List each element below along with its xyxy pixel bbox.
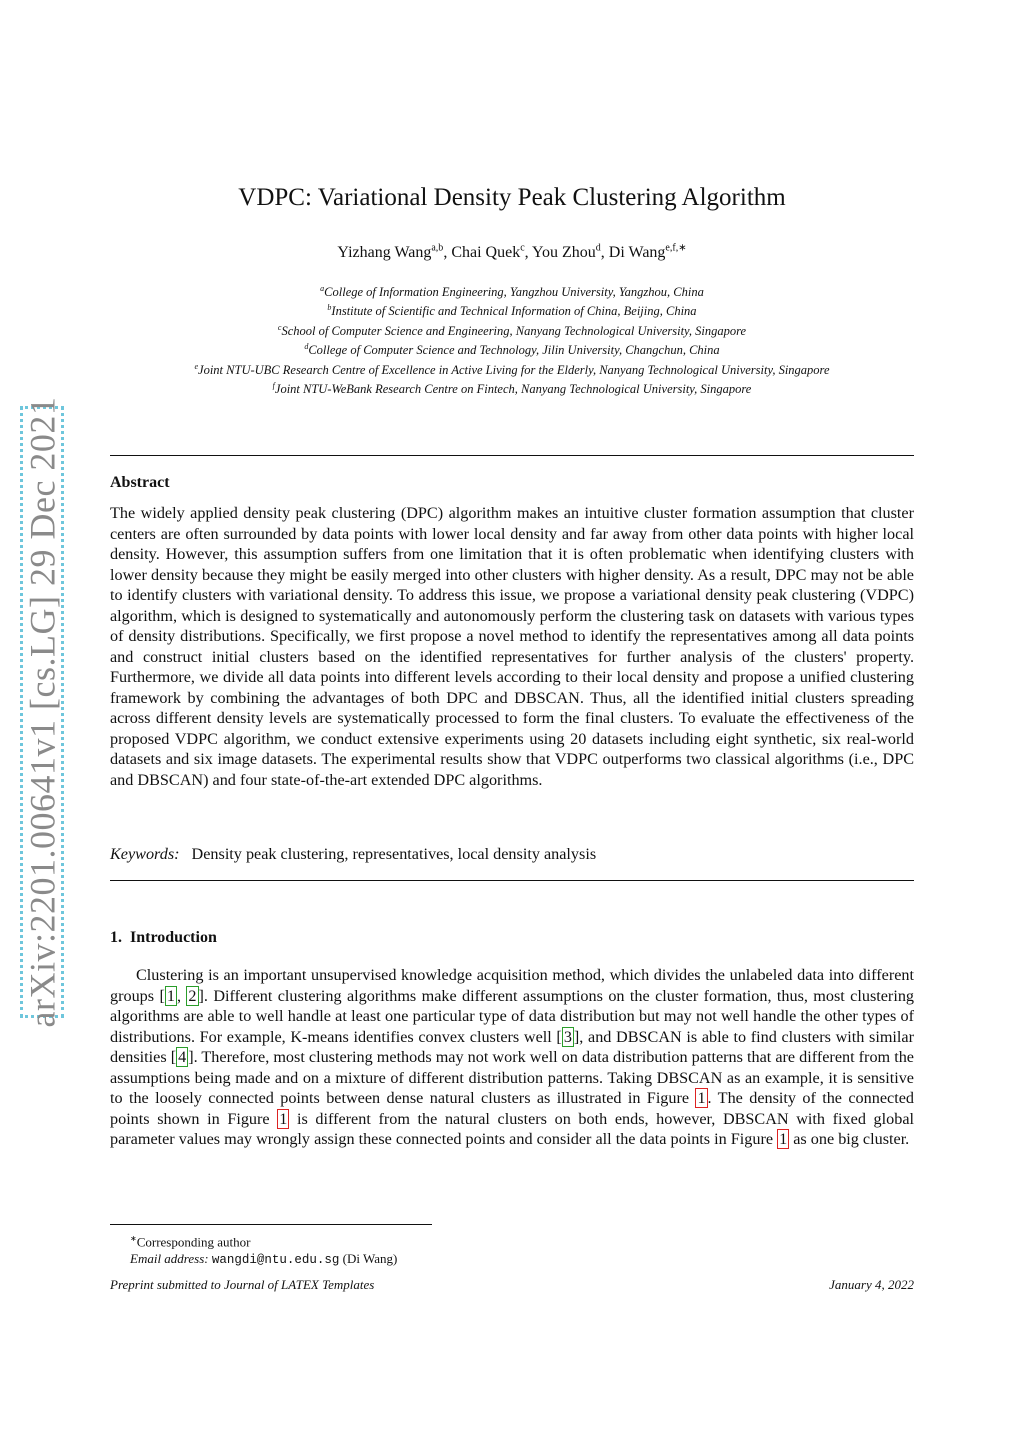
affiliation: $^c$School of Computer Science and Engineering, Nanyang Technological University, Singapore: [277, 322, 747, 339]
keywords-label: Keywords:: [110, 845, 180, 863]
text-run: ], and DBSCAN is able to find clusters with similar densities [: [110, 1027, 914, 1066]
preprint-note: Preprint submitted to Journal of LATEX Templates: [110, 1277, 375, 1292]
figure-ref-link[interactable]: 1: [279, 1109, 288, 1128]
author: Chai Quek$^c$,: [451, 243, 533, 262]
section-title: Introduction: [130, 929, 217, 946]
abstract-bottom-rule: [110, 880, 914, 881]
affiliation: $^f$Joint NTU-WeBank Research Centre on Fintech, Nanyang Technological University, Singapore: [272, 381, 752, 397]
affiliation: $^b$Institute of Scientific and Technical Information of China, Beijing, China: [327, 303, 697, 319]
citation-link[interactable]: 1: [166, 986, 175, 1005]
section-number: 1.: [110, 929, 122, 946]
figure-ref-link[interactable]: 1: [779, 1130, 788, 1148]
text-run: Clustering is an important unsupervised knowledge acquisition method, which divides the unlabeled data into different groups [: [110, 966, 914, 1005]
citation-link[interactable]: 2: [188, 986, 197, 1005]
figure-ref-link[interactable]: 1: [697, 1089, 706, 1107]
abstract-heading: Abstract: [110, 474, 170, 491]
author-affil-marks: e,f,∗: [665, 243, 687, 254]
paper-title: VDPC: Variational Density Peak Clustering Algorithm: [238, 184, 786, 211]
citation-link[interactable]: 3: [563, 1027, 572, 1046]
affiliation: $^a$College of Information Engineering, Yangzhou University, Yangzhou, China: [320, 284, 704, 300]
author-affil-marks: a,b: [431, 243, 444, 254]
text-run: is different from the natural clusters on both ends, however, DBSCAN with fixed global parameter values may wrongly assign these connected points and consider all the data points in Figure: [110, 1109, 915, 1148]
keywords-text: Density peak clustering, representatives, local density analysis: [191, 845, 597, 863]
abstract-text: The widely applied density peak clustering (DPC) algorithm makes an intuitive cluster formation assumption that cluster centers are often surrounded by data points with lower local density and far away from other data points with higher local density. However, this assumption suffers from one limitation that it is often problematic when identifying clusters with lower density because they might be easily merged into other clusters with higher density. As a result, DPC may not be able to identify clusters with variational density. To address this issue, we propose a variational density peak clustering (VDPC) algorithm, which is designed to systematically and autonomously perform the clustering task on datasets with various types of density distributions. Specifically, we first propose a novel method to identify the representatives among all data points and construct initial clusters based on the identified representatives for further analysis of the clusters' property. Furthermore, we divide all data points into different levels according to their local density and propose a unified clustering framework by combining the advantages of both DPC and DBSCAN. Thus, all the identified initial clusters spreading across different density levels are systematically processed to form the final clusters. To evaluate the effectiveness of the proposed VDPC algorithm, we conduct extensive experiments using 20 datasets including eight synthetic, six real-world datasets and six image datasets. The experimental results show that VDPC outperforms two classical algorithms (i.e., DPC and DBSCAN) and four state-of-the-art extended DPC algorithms.: [110, 504, 914, 789]
affiliation: $^e$Joint NTU-UBC Research Centre of Excellence in Active Living for the Elderly, Nanyang Technological University, Singapore: [194, 361, 830, 377]
arxiv-stamp[interactable]: [20, 396, 64, 1028]
introduction-paragraph: [110, 965, 914, 1150]
author: Di Wang$^{e,f,∗}$: [608, 243, 687, 262]
footnote: [130, 1230, 397, 1269]
author-list: [0, 243, 1024, 262]
author: Yizhang Wang$^{a,b}$,: [337, 243, 452, 262]
affiliation: $^d$College of Computer Science and Technology, Jilin University, Changchun, China: [304, 342, 720, 358]
abstract-top-rule: [110, 455, 914, 456]
footnote-corresponding: ∗Corresponding author: [130, 1234, 251, 1250]
footnote-email: Email address: wangdi@ntu.edu.sg (Di Wang): [130, 1251, 398, 1268]
text-run: ,: [176, 986, 187, 1005]
text-run: ]. Therefore, most clustering methods may not work well on data distribution patterns that are different from the assumptions being made and on a mixture of different distribution patterns. Taking DBSCAN as an example, it is sensitive to the loosely connected points between dense natural clusters as illustrated in Figure: [110, 1048, 914, 1107]
citation-link[interactable]: 4: [178, 1048, 187, 1066]
author-affil-marks: d: [595, 243, 601, 254]
text-run: as one big cluster.: [789, 1130, 910, 1148]
author: You Zhou$^d$,: [532, 243, 609, 262]
keywords: [110, 845, 914, 864]
email-link[interactable]: wangdi@ntu.edu.sg: [211, 1253, 340, 1268]
text-run: ]. Different clustering algorithms make different assumptions on the cluster formation, thus, most clustering algorithms are able to well handle at least one particular type of data distribution but may not well handle the other types of distributions. For example, K-means identifies convex clusters well [: [110, 986, 915, 1046]
preprint-date: January 4, 2022: [829, 1277, 914, 1292]
text-run: . The density of the connected points shown in Figure: [110, 1089, 914, 1128]
arxiv-stamp-text: arXiv:2201.00641v1 [cs.LG] 29 Dec 2021: [22, 396, 63, 1028]
author-affil-marks: c: [520, 243, 525, 254]
affiliation-list: [110, 281, 914, 398]
section-heading: [110, 929, 217, 947]
footnote-rule: [110, 1224, 432, 1225]
